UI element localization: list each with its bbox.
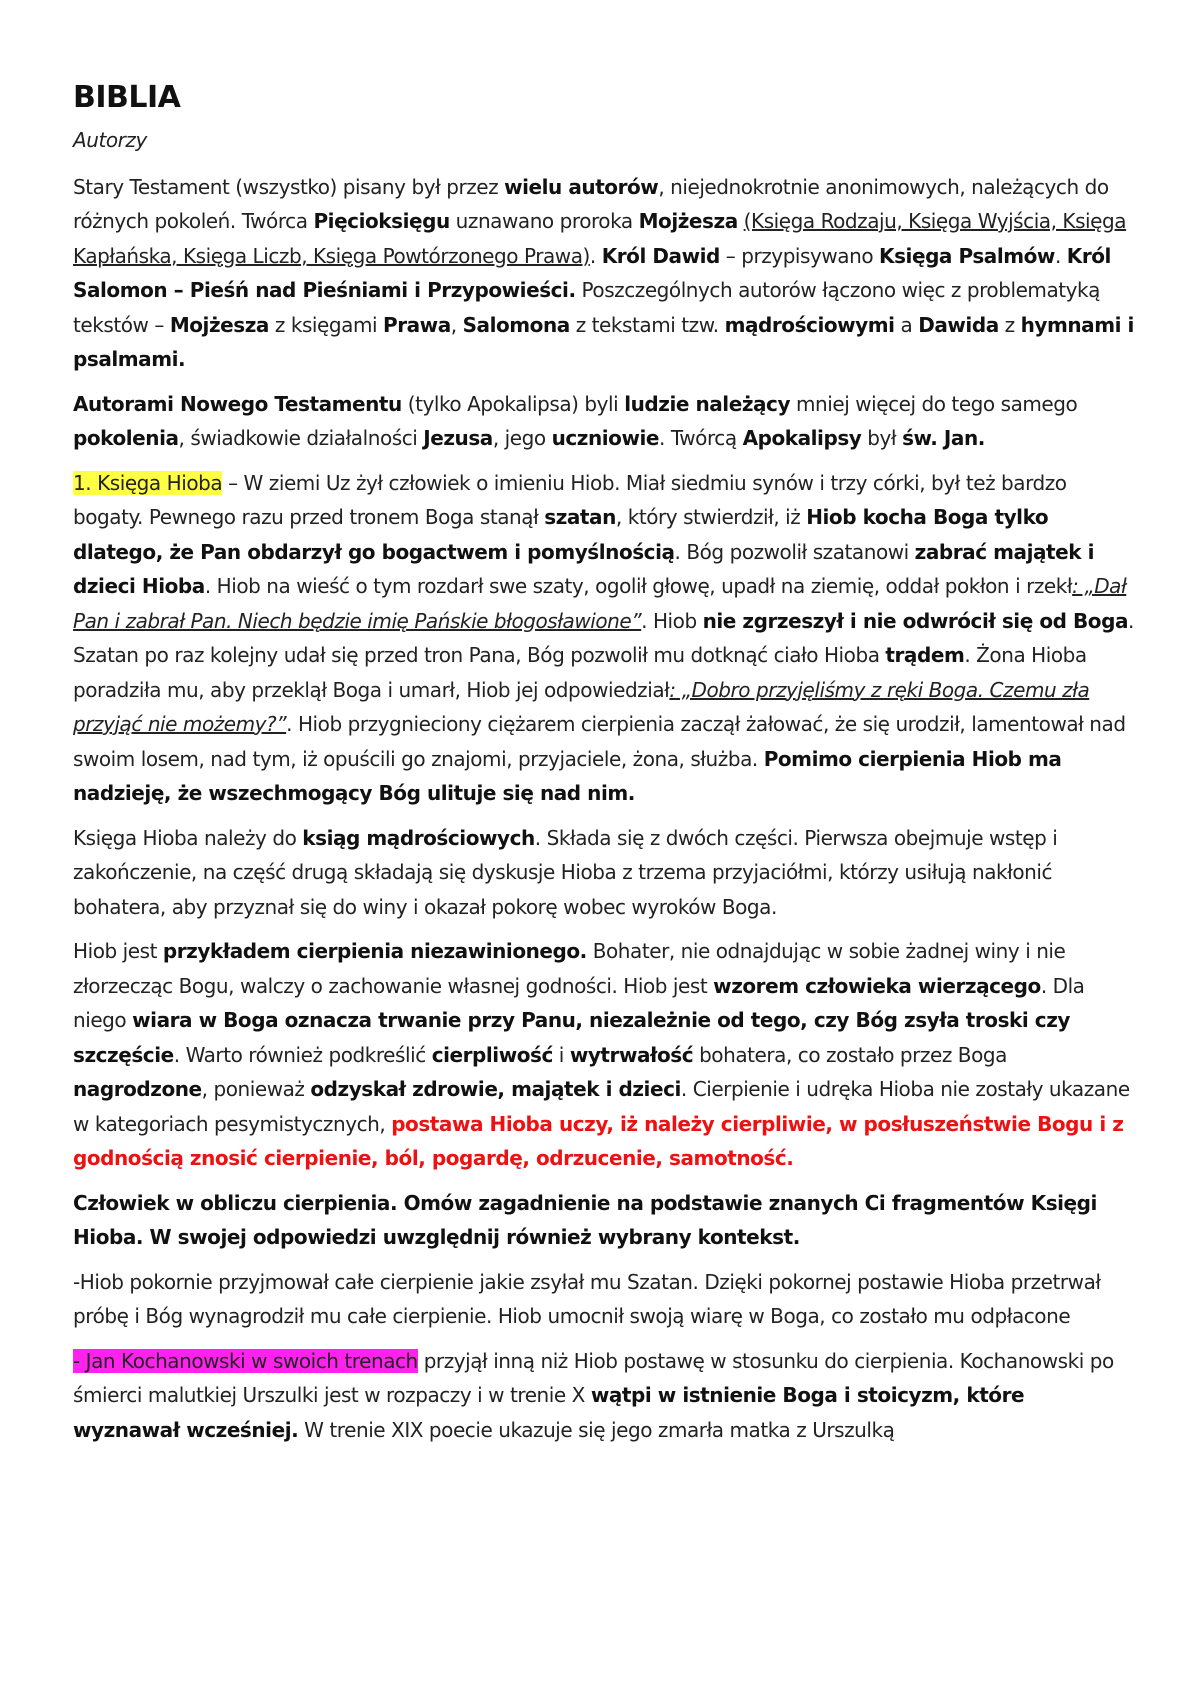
- paragraph-answer-kochanowski: - Jan Kochanowski w swoich trenach przyjął inną niż Hiob postawę w stosunku do cierpienia. Kochanowski po śmierci malutkiej Urszulki jest w rozpaczy i w trenie X wątpi w istnienie Boga i stoicyzm, które wyznawał wcześniej. W trenie XIX poecie ukazuje się jego zmarła matka z Urszulką: [73, 1348, 1114, 1442]
- paragraph-answer-job: -Hiob pokornie przyjmował całe cierpienie jakie zsyłał mu Szatan. Dzięki pokornej postawie Hioba przetrwał próbę i Bóg wynagrodził mu całe cierpienie. Hiob umocnił swoją wiarę w Boga, co zostało mu odpłacone: [73, 1269, 1101, 1328]
- paragraph-essay-question: Człowiek w obliczu cierpienia. Omów zagadnienie na podstawie znanych Ci fragmentów Księgi Hioba. W swojej odpowiedzi uwzględnij również wybrany kontekst.: [73, 1190, 1097, 1249]
- paragraph-old-testament-authors: Stary Testament (wszystko) pisany był przez wielu autorów, niejednokrotnie anonimowych, należących do różnych pokoleń. Twórca Pięcioksięgu uznawano proroka Mojżesza (Księga Rodzaju, Księga Wyjścia, Księga Kapłańska, Księga Liczb, Księga Powtórzonego Prawa). Król Dawid – przypisywano Księga Psalmów. Król Salomon – Pieśń nad Pieśniami i Przypowieści. Poszczególnych autorów łączono więc z problematyką tekstów – Mojżesza z księgami Prawa, Salomona z tekstami tzw. mądrościowymi a Dawida z hymnami i psalmami.: [73, 174, 1134, 371]
- document-title: BIBLIA: [73, 80, 181, 115]
- quote-dobro-przyjelismy: : „Dobro przyjęliśmy z ręki Boga. Czemu zła przyjąć nie możemy?”: [73, 677, 1090, 736]
- paragraph-new-testament-authors: Autorami Nowego Testamentu (tylko Apokalipsa) byli ludzie należący mniej więcej do tego samego pokolenia, świadkowie działalności Jezusa, jego uczniowie. Twórcą Apokalipsy był św. Jan.: [73, 391, 1078, 450]
- quote-dal-pan: : „Dał Pan i zabrał Pan. Niech będzie imię Pańskie błogosławione”: [73, 574, 1127, 633]
- pentateuch-books-list: (Księga Rodzaju, Księga Wyjścia, Księga Kapłańska, Księga Liczb, Księga Powtórzonego Prawa): [73, 209, 1127, 268]
- highlight-ksiega-hioba: 1. Księga Hioba: [73, 470, 223, 495]
- paragraph-job-attitude: Hiob jest przykładem cierpienia niezawinionego. Bohater, nie odnajdując w sobie żadnej winy i nie złorzecząc Bogu, walczy o zachowanie własnej godności. Hiob jest wzorem człowieka wierzącego. Dla niego wiara w Boga oznacza trwanie przy Panu, niezależnie od tego, czy Bóg zsyła troski czy szczęście. Warto również podkreślić cierpliwość i wytrwałość bohatera, co zostało przez Boga nagrodzone, ponieważ odzyskał zdrowie, majątek i dzieci. Cierpienie i udręka Hioba nie zostały ukazane w kategoriach pesymistycznych, postawa Hioba uczy, iż należy cierpliwie, w posłuszeństwie Bogu i z godnością znosić cierpienie, ból, pogardę, odrzucenie, samotność.: [73, 939, 1130, 1170]
- red-emphasis-lesson: postawa Hioba uczy, iż należy cierpliwie, w posłuszeństwie Bogu i z godnością znosić cierpienie, ból, pogardę, odrzucenie, samotność.: [73, 1111, 1124, 1170]
- section-subtitle: Autorzy: [73, 128, 147, 152]
- paragraph-book-of-job-summary: 1. Księga Hioba – W ziemi Uz żył człowiek o imieniu Hiob. Miał siedmiu synów i trzy córki, był też bardzo bogaty. Pewnego razu przed tronem Boga stanął szatan, który stwierdził, iż Hiob kocha Boga tylko dlatego, że Pan obdarzył go bogactwem i pomyślnością. Bóg pozwolił szatanowi zabrać majątek i dzieci Hioba. Hiob na wieść o tym rozdarł swe szaty, ogolił głowę, upadł na ziemię, oddał pokłon i rzekł: „Dał Pan i zabrał Pan. Niech będzie imię Pańskie błogosławione”. Hiob nie zgrzeszył i nie odwrócił się od Boga. Szatan po raz kolejny udał się przed tron Pana, Bóg pozwolił mu dotknąć ciało Hioba trądem. Żona Hioba poradziła mu, aby przeklął Boga i umarł, Hiob jej odpowiedział: „Dobro przyjęliśmy z ręki Boga. Czemu zła przyjąć nie możemy?”. Hiob przygnieciony ciężarem cierpienia zaczął żałować, że się urodził, lamentował nad swoim losem, nad tym, iż opuścili go znajomi, przyjaciele, żona, służba. Pomimo cierpienia Hiob ma nadzieję, że wszechmogący Bóg ulituje się nad nim.: [73, 470, 1134, 805]
- highlight-kochanowski: - Jan Kochanowski w swoich trenach: [73, 1348, 418, 1373]
- paragraph-book-structure: Księga Hioba należy do ksiąg mądrościowych. Składa się z dwóch części. Pierwsza obejmuje wstęp i zakończenie, na część drugą składają się dyskusje Hioba z trzema przyjaciółmi, którzy usiłują nakłonić bohatera, aby przyznał się do winy i okazał pokorę wobec wyroków Boga.: [73, 825, 1058, 919]
